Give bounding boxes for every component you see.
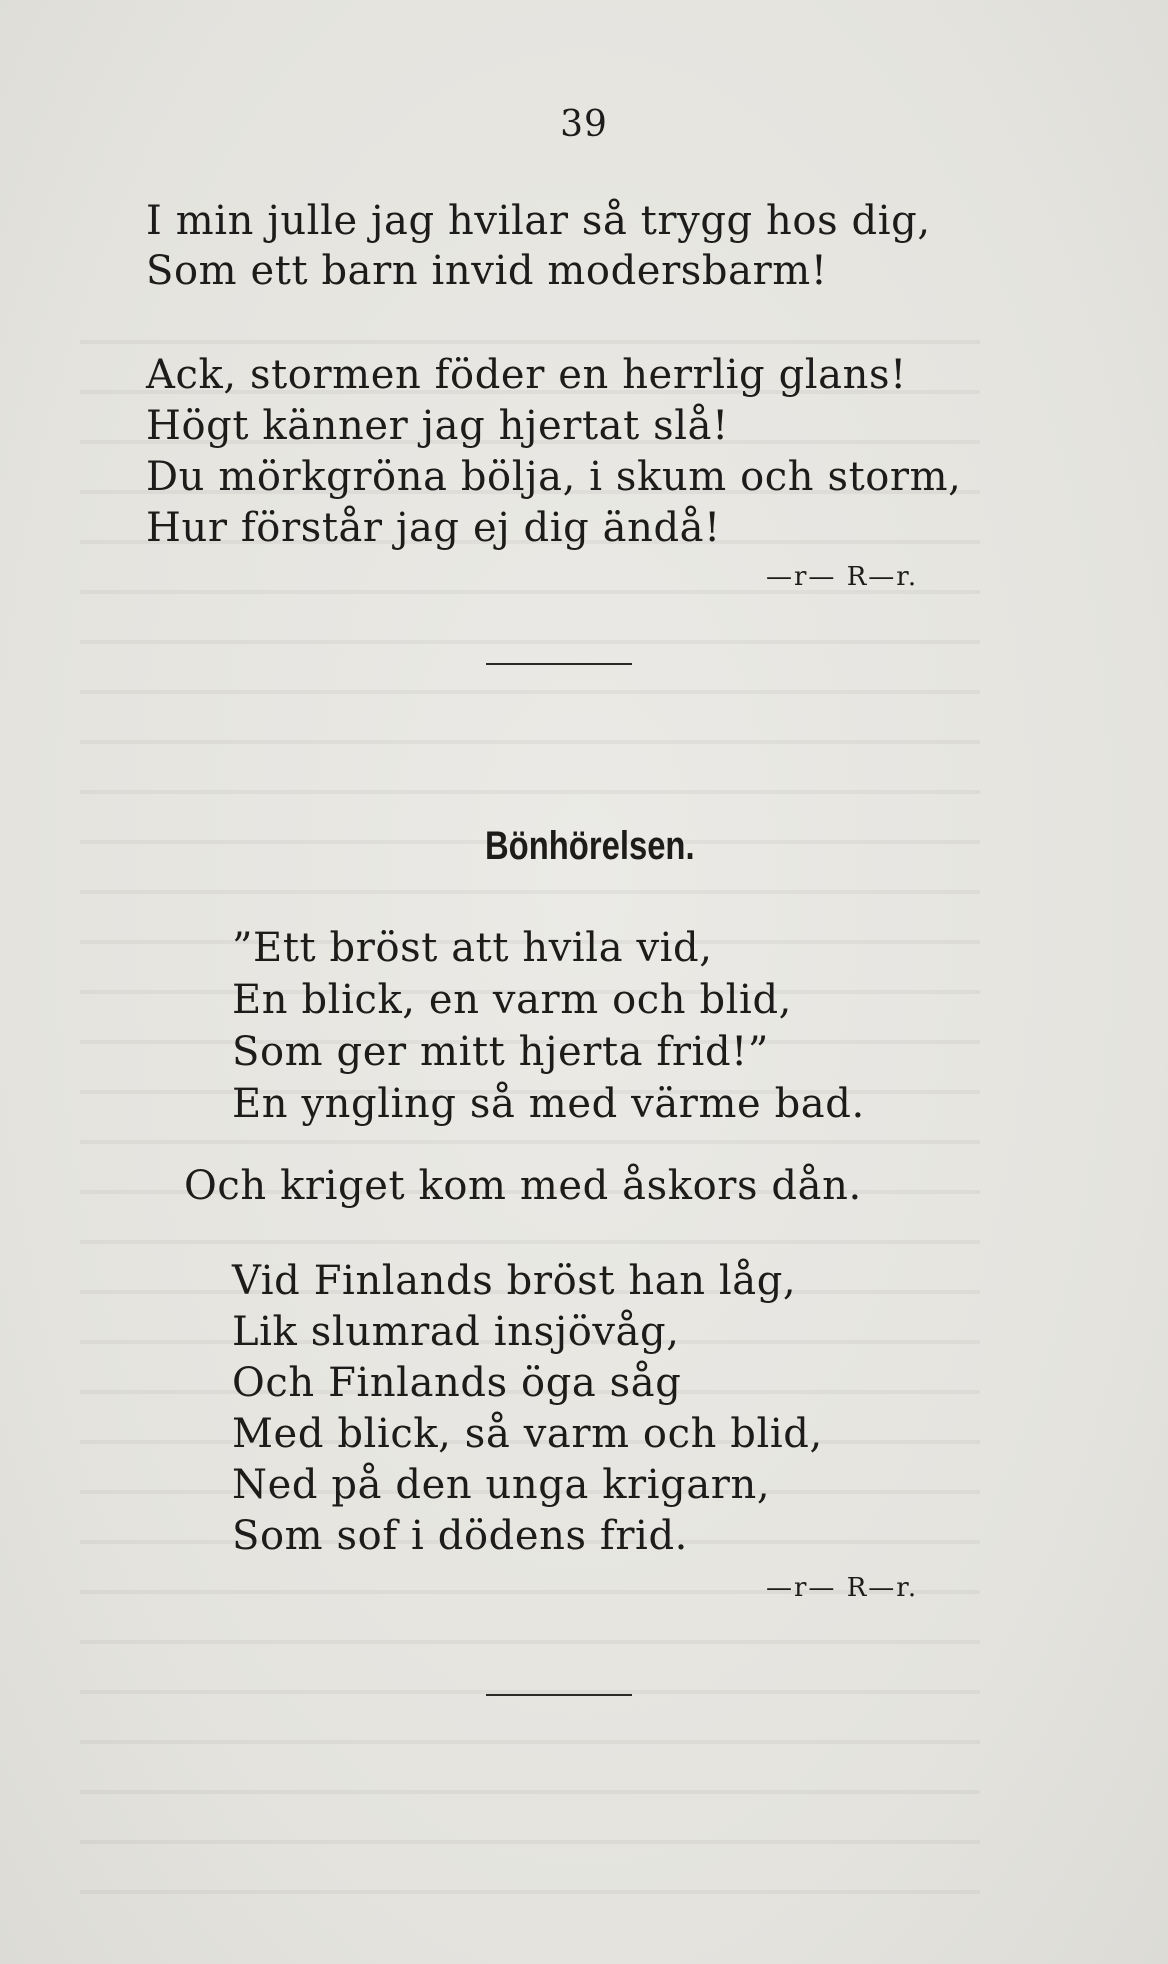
- verse-line: Lik slumrad insjövåg,: [232, 1309, 680, 1355]
- verse-line: En yngling så med värme bad.: [232, 1081, 865, 1127]
- poem-title: Bönhörelsen.: [485, 824, 695, 868]
- page-number: 39: [560, 104, 608, 145]
- verse-line: Ned på den unga krigarn,: [232, 1462, 771, 1508]
- section-divider: [486, 663, 632, 665]
- verse-line: Högt känner jag hjertat slå!: [146, 403, 729, 449]
- verse-line: En blick, en varm och blid,: [232, 977, 792, 1023]
- section-divider: [486, 1694, 632, 1696]
- signature: —r— R—r.: [766, 562, 919, 592]
- verse-line: I min julle jag hvilar så trygg hos dig,: [146, 198, 931, 244]
- verse-line: Som ett barn invid modersbarm!: [146, 248, 828, 294]
- verse-line: Med blick, så varm och blid,: [232, 1411, 823, 1457]
- verse-line: Och kriget kom med åskors dån.: [184, 1163, 862, 1209]
- verse-line: ”Ett bröst att hvila vid,: [232, 925, 713, 971]
- verse-line: Och Finlands öga såg: [232, 1360, 682, 1406]
- signature: —r— R—r.: [766, 1573, 919, 1603]
- verse-line: Vid Finlands bröst han låg,: [232, 1258, 797, 1304]
- verse-line: Som ger mitt hjerta frid!”: [232, 1029, 769, 1075]
- verse-line: Hur förstår jag ej dig ändå!: [146, 505, 721, 551]
- verse-line: Du mörkgröna bölja, i skum och storm,: [146, 454, 962, 500]
- verse-line: Ack, stormen föder en herrlig glans!: [146, 352, 907, 398]
- verse-line: Som sof i dödens frid.: [232, 1513, 688, 1559]
